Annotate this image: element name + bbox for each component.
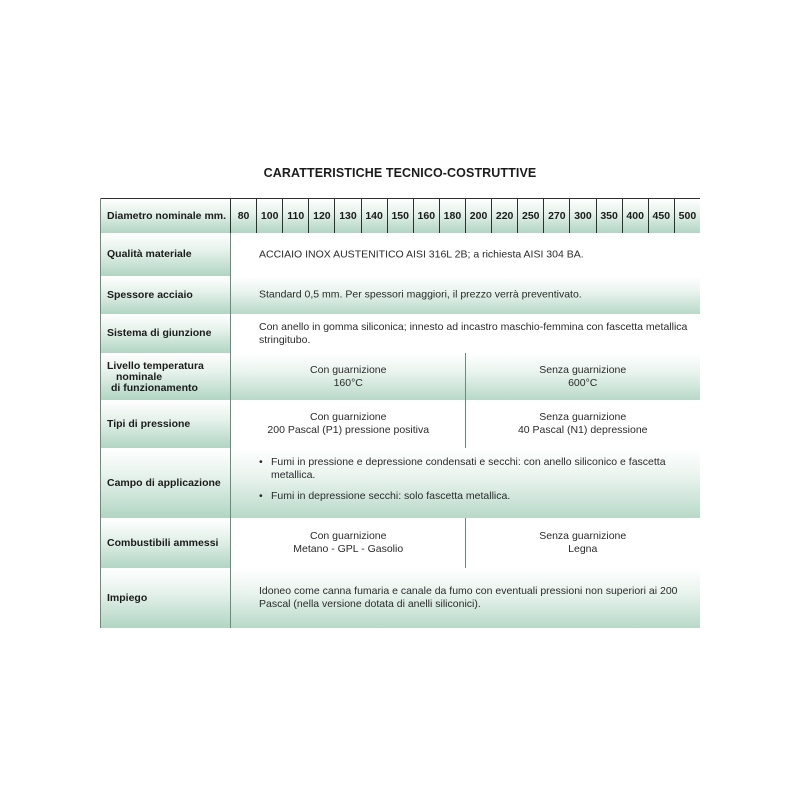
diameter-cell: 140 (361, 199, 387, 233)
material-row (100, 233, 700, 276)
fuels-label: Combustibili ammessi (100, 518, 231, 568)
use-row (100, 568, 700, 628)
fuels-with-gasket: Con guarnizione Metano - GPL - Gasolio (293, 530, 404, 555)
application-label: Campo di applicazione (100, 448, 231, 518)
application-list (259, 456, 686, 511)
fuels-without-gasket: Senza guarnizione Legna (465, 518, 701, 568)
junction-label: Sistema di giunzione (100, 314, 231, 353)
temperature-without-gasket: Senza guarnizione 600°C (465, 353, 701, 400)
page-title: CARATTERISTICHE TECNICO-COSTRUTTIVE (263, 166, 537, 180)
diameter-cell: 220 (491, 199, 517, 233)
thickness-row (100, 276, 700, 314)
diameter-cell: 400 (622, 199, 648, 233)
specs-table (100, 198, 700, 628)
diameter-row (100, 198, 700, 234)
material-label: Qualità materiale (100, 233, 231, 276)
diameter-cell: 100 (256, 199, 282, 233)
junction-row (100, 314, 700, 353)
table-left-edge (100, 198, 101, 628)
diameter-cell: 500 (674, 199, 700, 233)
list-item: • Fumi in pressione e depressione condensati e secchi: con anello siliconico e fascetta metallica. (259, 456, 686, 482)
temperature-label: Livello temperatura nominale di funzionamento (100, 353, 231, 400)
diameter-values (231, 199, 700, 233)
diameter-cell: 80 (231, 199, 256, 233)
diameter-cell: 110 (282, 199, 308, 233)
diameter-cell: 250 (517, 199, 543, 233)
diameter-cell: 300 (569, 199, 595, 233)
diameter-cell: 180 (439, 199, 465, 233)
use-label: Impiego (100, 568, 231, 628)
application-row (100, 448, 700, 518)
list-item: • Fumi in depressione secchi: solo fascetta metallica. (259, 490, 686, 503)
pressure-with-gasket: Con guarnizione 200 Pascal (P1) pressione positiva (267, 411, 430, 436)
temperature-row (100, 353, 700, 400)
diameter-cell: 450 (648, 199, 674, 233)
diameter-cell: 350 (596, 199, 622, 233)
fuels-row (100, 518, 700, 568)
diameter-cell: 150 (387, 199, 413, 233)
diameter-cell: 270 (543, 199, 569, 233)
diameter-label: Diametro nominale mm. (100, 199, 231, 233)
thickness-label: Spessore acciaio (100, 276, 231, 314)
temperature-with-gasket: Con guarnizione 160°C (310, 363, 387, 389)
material-value: ACCIAIO INOX AUSTENITICO AISI 316L 2B; a richiesta AISI 304 BA. (259, 248, 584, 260)
junction-value: Con anello in gomma siliconica; innesto ad incastro maschio-femmina con fascetta metallica stringitubo. (259, 320, 688, 346)
diameter-cell: 160 (413, 199, 439, 233)
diameter-cell: 130 (334, 199, 360, 233)
diameter-cell: 120 (308, 199, 334, 233)
pressure-row (100, 400, 700, 448)
use-value: Idoneo come canna fumaria e canale da fumo con eventuali pressioni non superiori ai 200 Pascal (nella versione dotata di anelli siliconici). (259, 585, 678, 610)
thickness-value: Standard 0,5 mm. Per spessori maggiori, il prezzo verrà preventivato. (259, 288, 582, 301)
diameter-cell: 200 (465, 199, 491, 233)
pressure-label: Tipi di pressione (100, 400, 231, 448)
pressure-without-gasket: Senza guarnizione 40 Pascal (N1) depressione (465, 400, 701, 448)
